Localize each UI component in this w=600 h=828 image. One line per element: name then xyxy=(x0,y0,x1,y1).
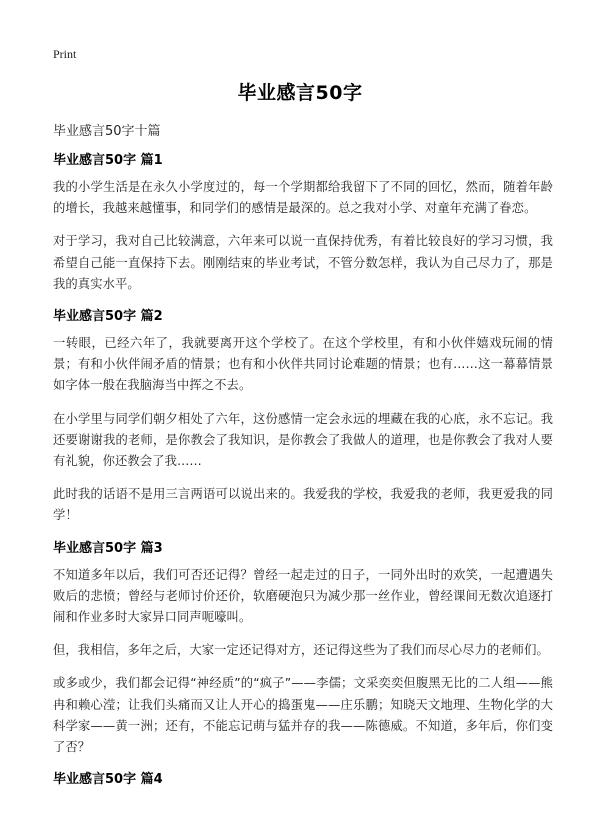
paragraph: 但，我相信，多年之后，大家一定还记得对方，还记得这些为了我们而尽心尽力的老师们。 xyxy=(53,643,549,658)
section-1 xyxy=(53,151,553,295)
paragraph: 或多或少，我们都会记得“神经质”的“疯子”——李儒；文采奕奕但腹黑无比的二人组——熊冉和赖心滢；让我们头痛而又让人开心的捣蛋鬼——庄乐鹏；知晓天文地理、生物化学的大科学家——黄一洲；还有，不能忘记萌与猛并存的我——陈德威。不知道，多年后，你们变了否？ xyxy=(53,676,553,755)
paragraph: 在小学里与同学们朝夕相处了六年，这份感情一定会永远的埋藏在我的心底，永不忘记。我还要谢谢我的老师，是你教会了我知识，是你教会了我做人的道理，也是你教会了我对人要有礼貌，你还教会了我…… xyxy=(53,411,553,469)
paragraph: 此时我的话语不是用三言两语可以说出来的。我爱我的学校，我爱我的老师，我更爱我的同学！ xyxy=(53,487,553,523)
section-heading: 毕业感言50字 篇1 xyxy=(53,153,163,168)
section-heading: 毕业感言50字 篇3 xyxy=(53,540,163,556)
paragraph: 我的小学生活是在永久小学度过的，每一个学期都给我留下了不同的回忆，然而，随着年龄的增长，我越来越懂事，和同学们的感情是最深的。总之我对小学、对童年充满了眷恋。 xyxy=(53,180,553,216)
paragraph: 一转眼，已经六年了，我就要离开这个学校了。在这个学校里，有和小伙伴嬉戏玩闹的情景；有和小伙伴闹矛盾的情景；也有和小伙伴共同讨论难题的情景；也有……这一幕幕情景如字体一般在我脑海当中挥之不去。 xyxy=(53,336,553,393)
section-heading: 毕业感言50字 篇2 xyxy=(53,309,163,325)
section-3 xyxy=(53,539,553,759)
article-subtitle: 毕业感言50字十篇 xyxy=(53,124,161,139)
paragraph: 不知道多年以后，我们可否还记得？曾经一起走过的日子，一同外出时的欢笑，一起遭遇失败后的悲愤；曾经与老师讨价还价，软磨硬泡只为减少那一丝作业，曾经课间无数次追逐打闹和作业多时大家异口同声呃嚎叫。 xyxy=(53,567,553,625)
page-title: 毕业感言50字 xyxy=(237,82,363,104)
section-2 xyxy=(53,307,553,527)
article-body xyxy=(53,122,553,796)
print-link[interactable]: Print xyxy=(53,47,77,61)
section-4 xyxy=(53,770,553,790)
section-heading: 毕业感言50字 篇4 xyxy=(53,772,163,788)
paragraph: 对于学习，我对自己比较满意，六年来可以说一直保持优秀，有着比较良好的学习习惯，我希望自己能一直保持下去。刚刚结束的毕业考试，不管分数怎样，我认为自己尽力了，那是我的真实水平。 xyxy=(53,234,553,291)
